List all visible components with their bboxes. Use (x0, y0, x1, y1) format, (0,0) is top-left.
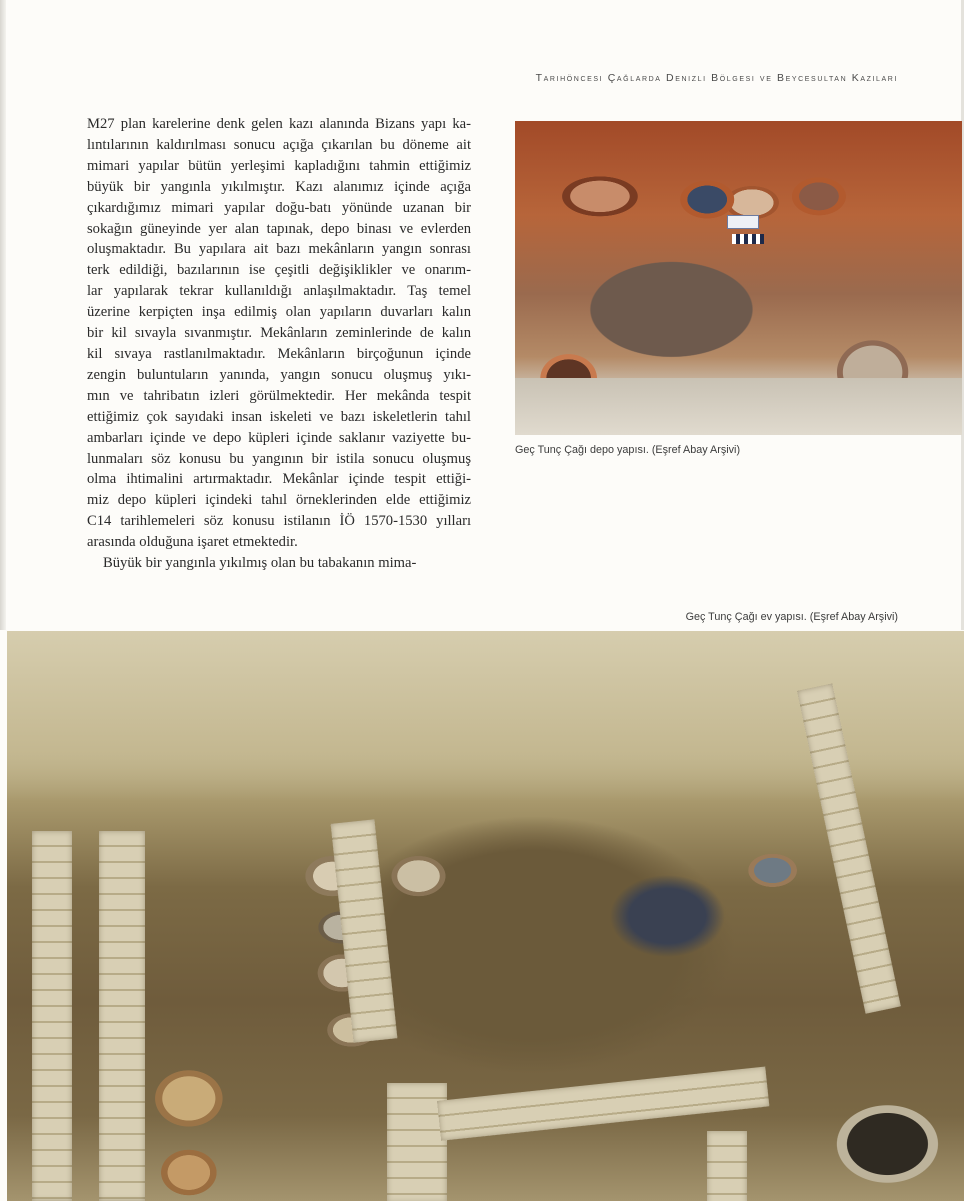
house-structure-photo (7, 631, 964, 1201)
text-line: Büyük bir yangınla yıkılmış olan bu tabakanın mima- (103, 555, 417, 572)
text-line: bir kil sıvayla sıvanmıştır. Mekânların zeminlerinde de kalın (87, 325, 471, 342)
stone-wall (32, 831, 72, 1201)
text-line: sokağın güneyinde yer alan tapınak, depo binası ve evlerden (87, 220, 471, 237)
stone-ledge (515, 378, 962, 435)
running-header: Tarihöncesi Çağlarda Denizli Bölgesi ve Beycesultan Kazıları (535, 72, 898, 84)
stone-wall (331, 819, 398, 1042)
stone-wall (707, 1131, 747, 1201)
text-line: ambarları içinde ve depo küpleri içinde saklanır vaziyette bu- (87, 429, 471, 446)
stone-wall (437, 1067, 769, 1141)
text-line: C14 tarihlemeleri söz konusu istilanın İÖ 1570-1530 yılları (87, 513, 471, 530)
storage-building-photo (515, 121, 962, 435)
text-line: lar yapılarak tekrar kullanıldığı anlaşılmaktadır. Taş temel (87, 283, 471, 300)
text-line: ettiğimiz çok sayıdaki insan iskeleti ve bazı iskeletlerin tahıl (87, 408, 471, 425)
body-text-column (87, 114, 471, 574)
text-line: terk edildiği, bazılarının ise çeşitli değişiklikler ve onarım- (87, 262, 471, 279)
text-line: büyük bir yangınla yıkılmıştır. Kazı alanımız içinde açığa (87, 178, 471, 195)
text-line: zengin buluntuların yanında, yangın sonucu oluşmuş yıkı- (87, 366, 471, 383)
page-edge-left (0, 0, 6, 630)
text-line: M27 plan karelerine denk gelen kazı alanında Bizans yapı ka- (87, 116, 471, 132)
scale-card (727, 215, 759, 229)
figure-caption-top: Geç Tunç Çağı depo yapısı. (Eşref Abay Arşivi) (515, 444, 741, 456)
text-line: arasında olduğuna işaret etmektedir. (87, 534, 298, 551)
text-line: olma ihtimalini artırmaktadır. Mekânlar içinde tespit ettiği- (87, 471, 471, 488)
text-line: mimari yapılar bütün yerleşimi kapladığını tahmin ettiğimiz (87, 157, 471, 174)
text-line: kil sıvaya rastlanılmaktadır. Mekânların birçoğunun içinde (87, 345, 471, 362)
text-line: üzerine kerpiçten inşa edilmiş olan yapıların duvarları kalın (87, 304, 471, 321)
text-line: lıntılarının kaldırılması sonucu açığa çıkarılan bu döneme ait (87, 136, 471, 153)
stone-wall (99, 831, 145, 1201)
figure-caption-bottom: Geç Tunç Çağı ev yapısı. (Eşref Abay Arşivi) (685, 611, 898, 623)
text-line: lunmaları söz konusu bu yangının bir istila sonucu oluşmuş (87, 450, 471, 467)
scale-bar (732, 234, 764, 244)
text-line: miz depo küpleri içindeki tahıl örneklerinden elde ettiğimiz (87, 492, 471, 509)
text-line: mın ve tahribatın izleri görülmektedir. Her mekânda tespit (87, 387, 471, 404)
text-line: oluşmaktadır. Bu yapılara ait bazı mekânların yangın sonrası (87, 241, 471, 258)
paragraph-2 (87, 553, 471, 574)
text-line: çıkardığımız mimari yapılar doğu-batı yönünde uzanan bir (87, 199, 471, 216)
paragraph-1 (87, 114, 471, 553)
